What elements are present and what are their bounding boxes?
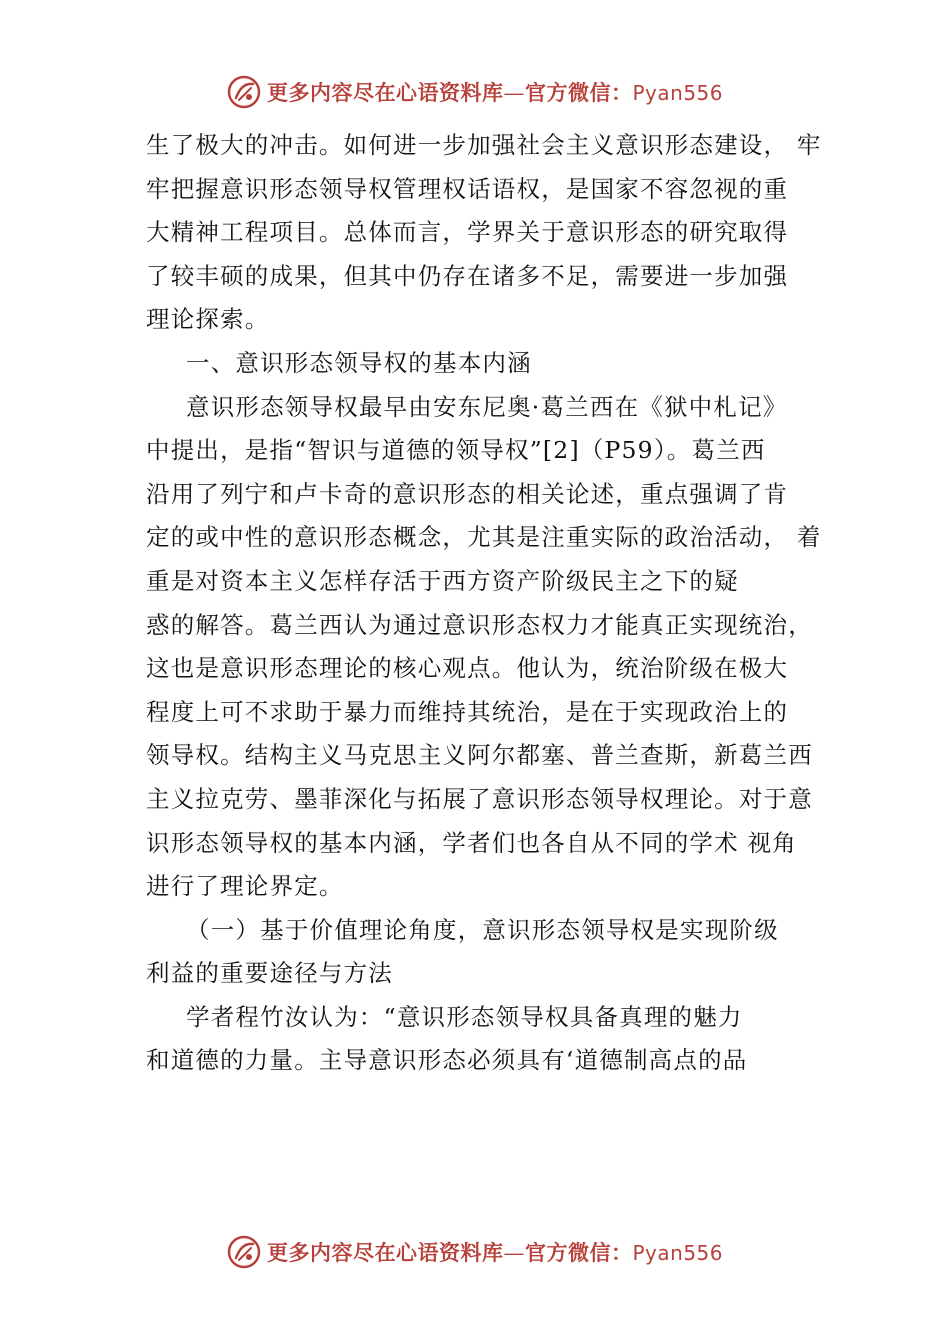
footer-brand: 更多内容尽在心语资料库 [266,1240,504,1265]
text-line: 生了极大的冲击。如何进一步加强社会主义意识形态建设， 牢 [146,131,822,159]
text-line: 和道德的力量。主导意识形态必须具有‘道德制高点的品 [146,1046,748,1075]
header-brand: 更多内容尽在心语资料库 [266,80,504,105]
text-line: 沿用了列宁和卢卡奇的意识形态的相关论述，重点强调了肯 [146,479,789,508]
text-line: 定的或中性的意识形态概念，尤其是注重实际的政治活动， 着 [146,523,822,552]
footer-banner-text [267,1237,723,1267]
header-banner [0,72,950,112]
header-banner-text [267,77,723,107]
text-line: 意识形态领导权最早由安东尼奥·葛兰西在《狱中札记》 [186,392,788,421]
text-line: 学者程竹汝认为：“意识形态领导权具备真理的魅力 [186,1002,743,1031]
text-line: 理论探索。 [146,305,270,334]
section-heading: 一、意识形态领导权的基本内涵 [186,348,532,377]
text-line: 中提出，是指“智识与道德的领导权”[2]（P59）。葛兰西 [146,436,766,465]
footer-account: Pyan556 [632,1241,723,1265]
footer-separator: — [503,1241,525,1265]
text-line: 这也是意识形态理论的核心观点。他认为，统治阶级在极大 [146,654,789,683]
footer-banner [0,1232,950,1272]
circular-seal-logo-icon [227,1235,261,1269]
text-line: 大精神工程项目。总体而言，学界关于意识形态的研究取得 [146,218,789,247]
text-line: 惑的解答。葛兰西认为通过意识形态权力才能真正实现统治， [146,610,813,639]
text-line: 重是对资本主义怎样存活于西方资产阶级民主之下的疑 [146,566,739,595]
text-line: 程度上可不求助于暴力而维持其统治，是在于实现政治上的 [146,697,789,726]
circular-seal-logo-icon [227,75,261,109]
header-label: 官方微信： [524,80,633,105]
subsection-heading-continued: 利益的重要途径与方法 [146,959,393,988]
text-line: 领导权。结构主义马克思主义阿尔都塞、普兰查斯，新葛兰西 [146,741,813,770]
header-account: Pyan556 [632,81,723,105]
header-separator: — [503,81,525,105]
document-body [146,124,836,1083]
footer-label: 官方微信： [524,1240,633,1265]
text-line: 主义拉克劳、墨菲深化与拓展了意识形态领导权理论。对于意 [146,784,813,813]
text-line: 牢把握意识形态领导权管理权话语权，是国家不容忽视的重 [146,174,789,203]
text-line: 了较丰硕的成果，但其中仍存在诸多不足，需要进一步加强 [146,261,789,290]
text-line: 识形态领导权的基本内涵，学者们也各自从不同的学术 视角 [146,828,797,857]
text-line: 进行了理论界定。 [146,872,344,901]
subsection-heading: （一）基于价值理论角度，意识形态领导权是实现阶级 [186,915,779,944]
